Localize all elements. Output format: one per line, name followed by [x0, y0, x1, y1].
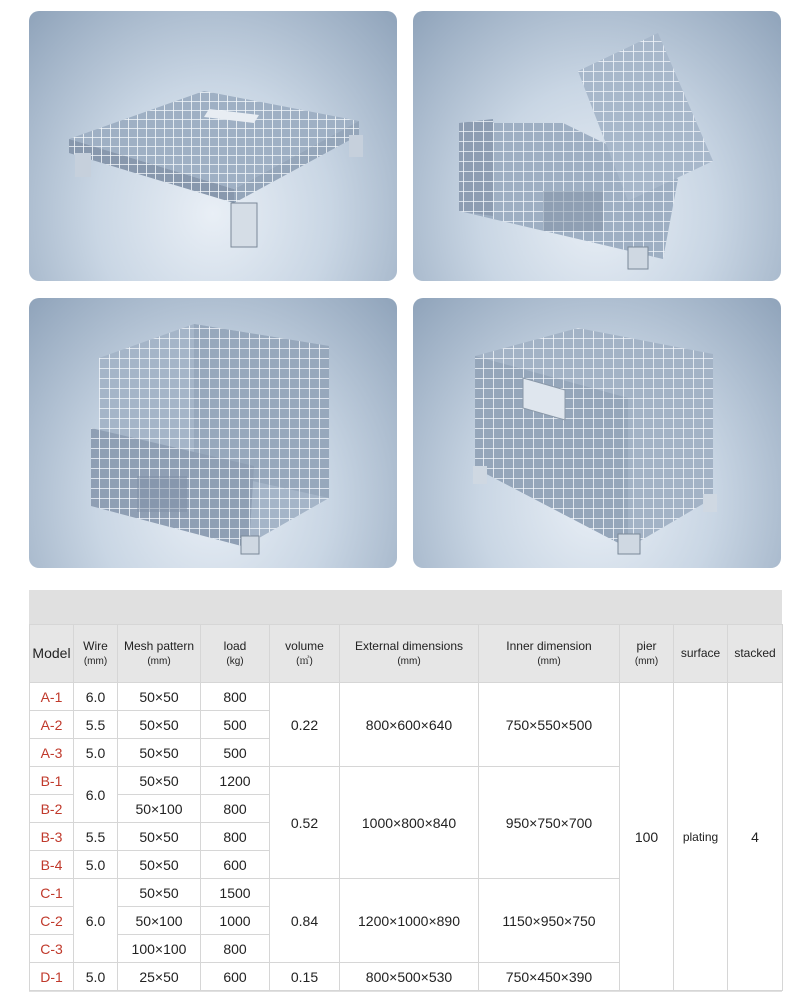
load-cell: 800 — [201, 795, 270, 823]
volume-cell: 0.22 — [270, 683, 340, 767]
load-cell: 600 — [201, 851, 270, 879]
load-cell: 1200 — [201, 767, 270, 795]
model-cell: D-1 — [30, 963, 74, 991]
specification-table-panel — [29, 590, 782, 992]
wire-cage-assembled-icon — [413, 298, 781, 568]
external-cell: 1200×1000×890 — [340, 879, 479, 963]
mesh-cell: 50×100 — [118, 907, 201, 935]
load-cell: 800 — [201, 683, 270, 711]
model-cell: B-2 — [30, 795, 74, 823]
wire-cell: 5.5 — [74, 711, 118, 739]
mesh-cell: 50×50 — [118, 767, 201, 795]
header-mesh: Mesh pattern (mm) — [118, 625, 201, 683]
external-cell: 800×600×640 — [340, 683, 479, 767]
table-row — [30, 683, 783, 711]
header-external: External dimensions (mm) — [340, 625, 479, 683]
external-cell: 800×500×530 — [340, 963, 479, 991]
header-wire: Wire (mm) — [74, 625, 118, 683]
model-cell: C-1 — [30, 879, 74, 907]
load-cell: 600 — [201, 963, 270, 991]
stacked-cell: 4 — [728, 683, 783, 991]
header-model: Model — [30, 625, 74, 683]
inner-cell: 950×750×700 — [479, 767, 620, 879]
mesh-cell: 50×50 — [118, 711, 201, 739]
model-cell: A-3 — [30, 739, 74, 767]
pier-cell: 100 — [620, 683, 674, 991]
load-cell: 500 — [201, 711, 270, 739]
model-cell: A-2 — [30, 711, 74, 739]
header-inner: Inner dimension (mm) — [479, 625, 620, 683]
volume-cell: 0.84 — [270, 879, 340, 963]
wire-cell: 5.0 — [74, 739, 118, 767]
load-cell: 1500 — [201, 879, 270, 907]
load-cell: 500 — [201, 739, 270, 767]
header-load: load (kg) — [201, 625, 270, 683]
wire-cell: 6.0 — [74, 879, 118, 963]
mesh-cell: 50×50 — [118, 823, 201, 851]
wire-cell: 6.0 — [74, 767, 118, 823]
table-header-band — [29, 590, 782, 624]
model-cell: B-3 — [30, 823, 74, 851]
mesh-cell: 50×100 — [118, 795, 201, 823]
wire-cell: 5.0 — [74, 851, 118, 879]
product-photo-folded — [29, 11, 397, 281]
volume-cell: 0.15 — [270, 963, 340, 991]
load-cell: 800 — [201, 823, 270, 851]
header-volume: volume (㎥) — [270, 625, 340, 683]
wire-cage-folded-icon — [29, 11, 397, 281]
model-cell: A-1 — [30, 683, 74, 711]
wire-cell: 5.0 — [74, 963, 118, 991]
inner-cell: 750×450×390 — [479, 963, 620, 991]
wire-cage-open-front-icon — [29, 298, 397, 568]
surface-cell: plating — [674, 683, 728, 991]
model-cell: C-2 — [30, 907, 74, 935]
load-cell: 800 — [201, 935, 270, 963]
mesh-cell: 50×50 — [118, 683, 201, 711]
inner-cell: 750×550×500 — [479, 683, 620, 767]
model-cell: B-1 — [30, 767, 74, 795]
model-cell: C-3 — [30, 935, 74, 963]
product-photo-unfolding — [413, 11, 781, 281]
specification-table — [29, 624, 783, 991]
mesh-cell: 50×50 — [118, 851, 201, 879]
mesh-cell: 25×50 — [118, 963, 201, 991]
product-photo-open-front — [29, 298, 397, 568]
wire-cell: 5.5 — [74, 823, 118, 851]
wire-cage-opening-icon — [413, 11, 781, 281]
table-header-row — [30, 625, 783, 683]
mesh-cell: 50×50 — [118, 879, 201, 907]
mesh-cell: 50×50 — [118, 739, 201, 767]
header-pier: pier (mm) — [620, 625, 674, 683]
load-cell: 1000 — [201, 907, 270, 935]
external-cell: 1000×800×840 — [340, 767, 479, 879]
wire-cell: 6.0 — [74, 683, 118, 711]
model-cell: B-4 — [30, 851, 74, 879]
volume-cell: 0.52 — [270, 767, 340, 879]
mesh-cell: 100×100 — [118, 935, 201, 963]
header-surface: surface — [674, 625, 728, 683]
product-photo-assembled — [413, 298, 781, 568]
inner-cell: 1150×950×750 — [479, 879, 620, 963]
header-stacked: stacked — [728, 625, 783, 683]
